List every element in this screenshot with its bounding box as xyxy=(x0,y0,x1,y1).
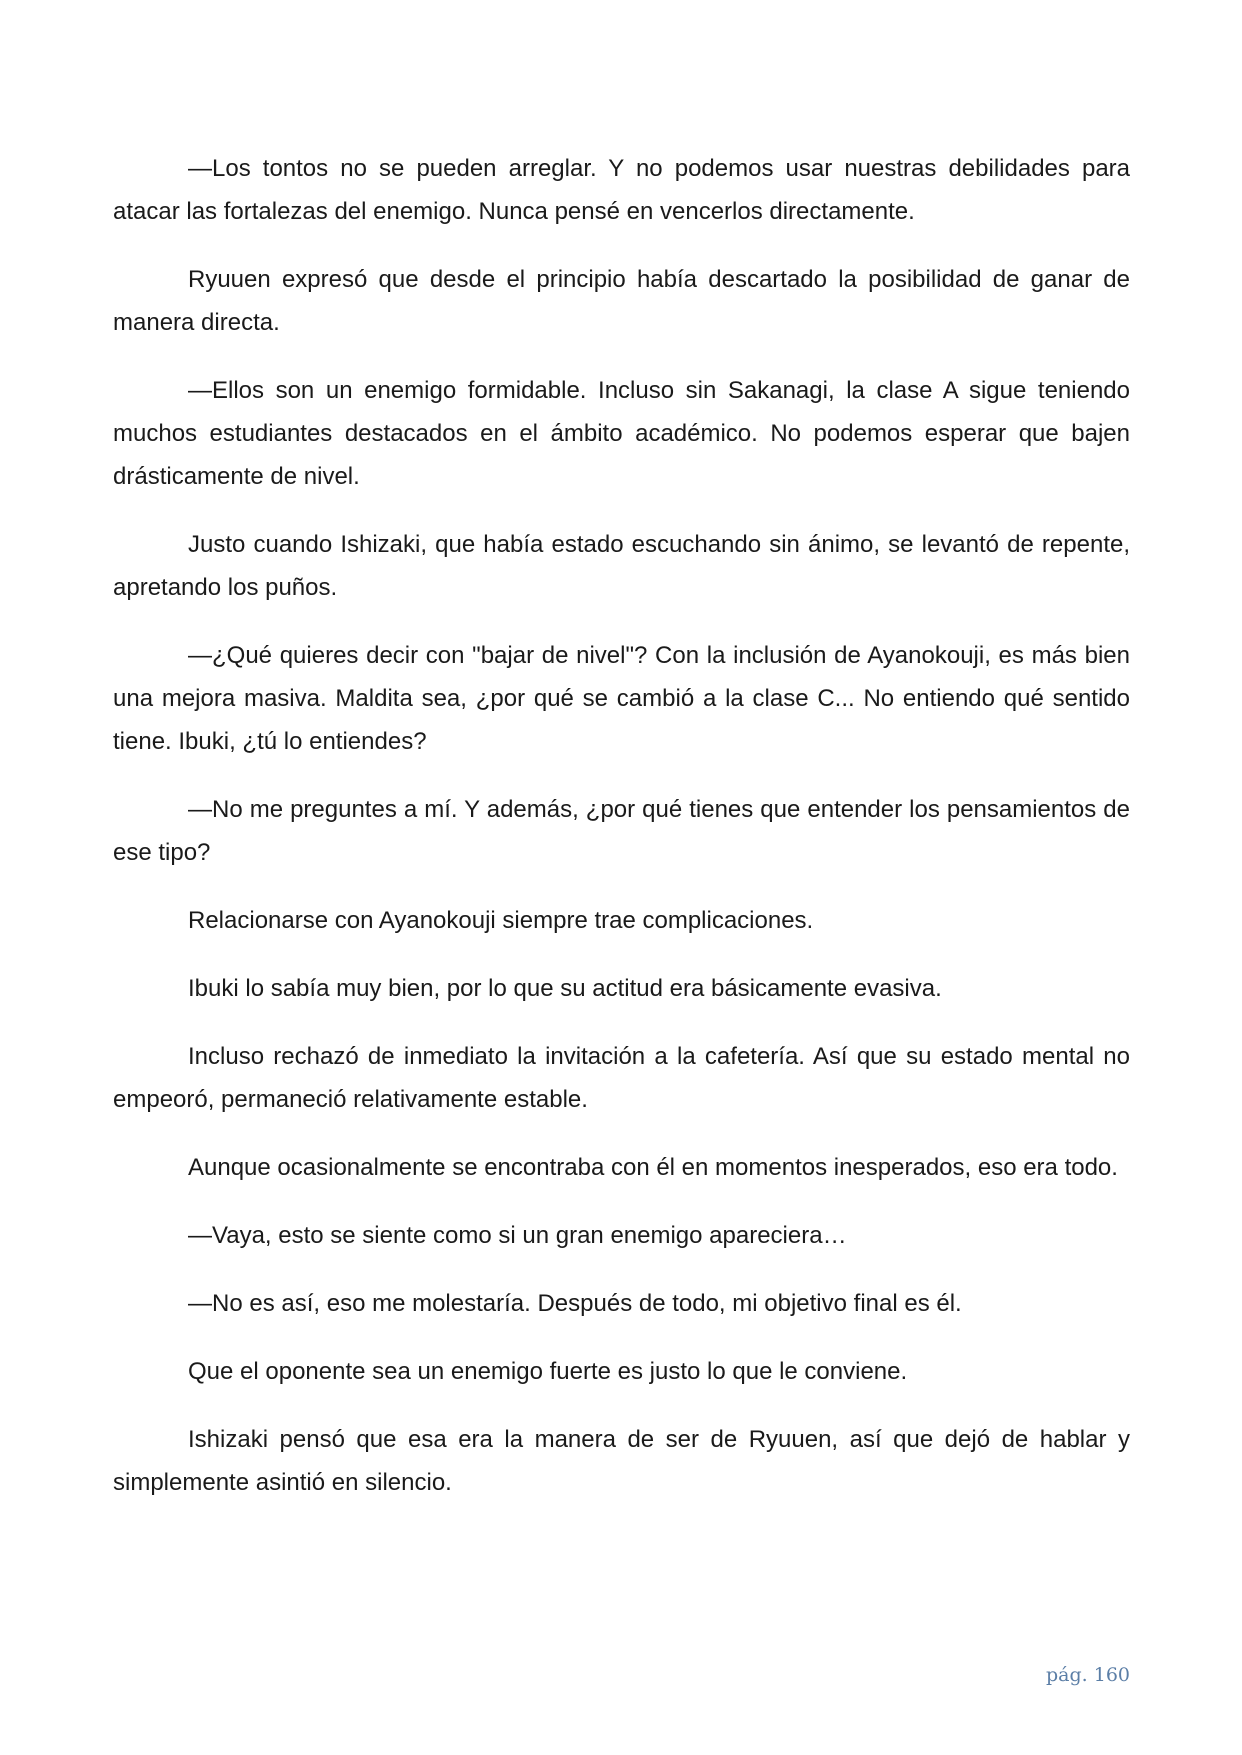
paragraph-10: Aunque ocasionalmente se encontraba con él en momentos inesperados, eso era todo. xyxy=(188,1154,1118,1181)
paragraph-13: Que el oponente sea un enemigo fuerte es justo lo que le conviene. xyxy=(188,1358,908,1385)
paragraph-8: Ibuki lo sabía muy bien, por lo que su actitud era básicamente evasiva. xyxy=(188,975,942,1002)
paragraph-5: —¿Qué quieres decir con "bajar de nivel"? Con la inclusión de Ayanokouji, es más bien una mejora masiva. Maldita sea, ¿por qué se cambió a la clase C... No entiendo qué sentido tiene. Ibuki, ¿tú lo entiendes? xyxy=(113,642,1130,755)
paragraph-2: Ryuuen expresó que desde el principio había descartado la posibilidad de ganar de manera directa. xyxy=(113,266,1130,336)
document-body xyxy=(113,147,1130,1529)
paragraph-1: —Los tontos no se pueden arreglar. Y no podemos usar nuestras debilidades para atacar las fortalezas del enemigo. Nunca pensé en vencerlos directamente. xyxy=(113,155,1130,225)
paragraph-14: Ishizaki pensó que esa era la manera de ser de Ryuuen, así que dejó de hablar y simplemente asintió en silencio. xyxy=(113,1426,1130,1496)
paragraph-3: —Ellos son un enemigo formidable. Incluso sin Sakanagi, la clase A sigue teniendo muchos estudiantes destacados en el ámbito académico. No podemos esperar que bajen drásticamente de nivel. xyxy=(113,377,1130,490)
paragraph-9: Incluso rechazó de inmediato la invitación a la cafetería. Así que su estado mental no empeoró, permaneció relativamente estable. xyxy=(113,1043,1130,1113)
paragraph-7: Relacionarse con Ayanokouji siempre trae complicaciones. xyxy=(188,907,814,934)
paragraph-11: —Vaya, esto se siente como si un gran enemigo apareciera… xyxy=(188,1222,847,1249)
paragraph-6: —No me preguntes a mí. Y además, ¿por qué tienes que entender los pensamientos de ese tipo? xyxy=(113,796,1130,866)
paragraph-12: —No es así, eso me molestaría. Después de todo, mi objetivo final es él. xyxy=(188,1290,962,1317)
paragraph-4: Justo cuando Ishizaki, que había estado escuchando sin ánimo, se levantó de repente, apretando los puños. xyxy=(113,531,1130,601)
page-number: pág. 160 xyxy=(1046,1664,1130,1686)
